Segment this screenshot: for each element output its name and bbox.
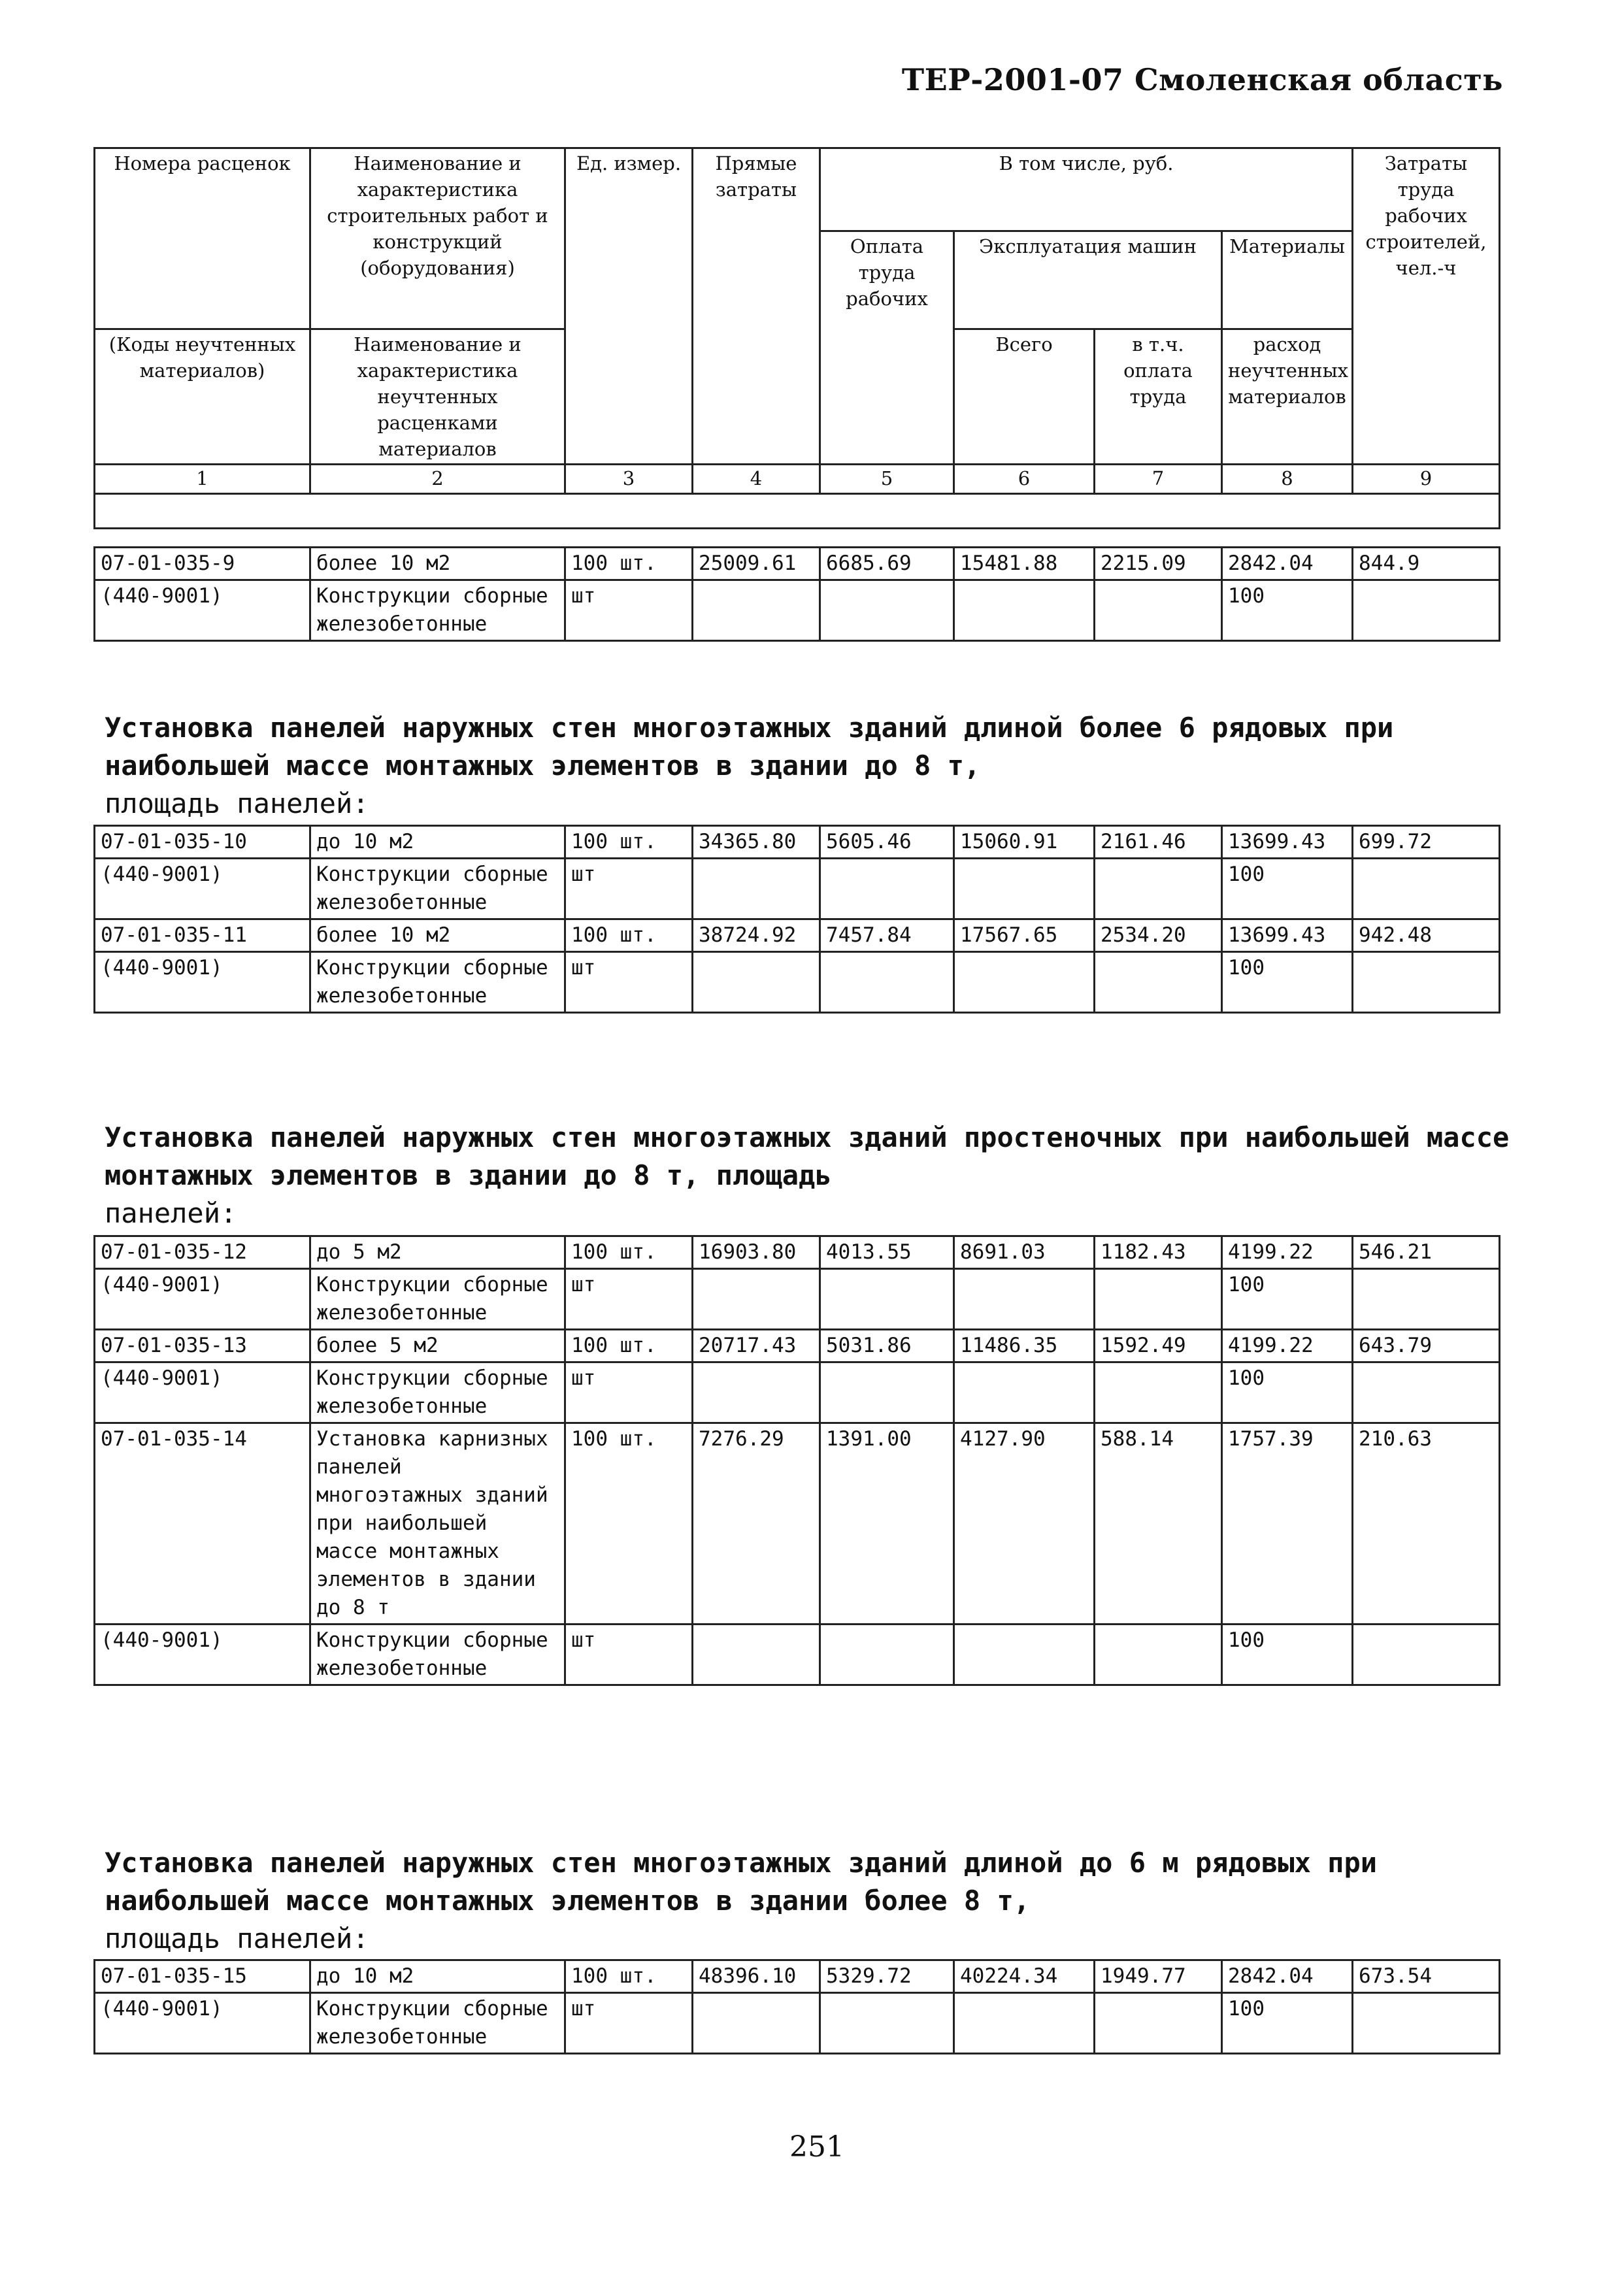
- column-number: 7: [1095, 465, 1222, 494]
- labor-cell: 643.79: [1353, 1330, 1500, 1362]
- table-row: [95, 919, 1500, 952]
- wage-cell: [820, 1625, 954, 1685]
- materials-cell: 100: [1222, 580, 1353, 641]
- unit-cell: 100 шт.: [565, 548, 693, 580]
- direct-costs-cell: [693, 580, 820, 641]
- column-number: 8: [1222, 465, 1353, 494]
- work-name-cell: Конструкции сборные железобетонные: [310, 1625, 565, 1685]
- header-unit: Ед. измер.: [565, 148, 693, 465]
- direct-costs-cell: [693, 1625, 820, 1685]
- machines-total-cell: 15481.88: [954, 548, 1095, 580]
- table-row: [95, 1236, 1500, 1269]
- rate-code-cell: 07-01-035-15: [95, 1960, 310, 1993]
- section-2-subheading: площадь панелей:: [105, 787, 369, 819]
- direct-costs-cell: [693, 1993, 820, 2054]
- header-including: В том числе, руб.: [820, 148, 1353, 231]
- header-machines-wage: в т.ч. оплата труда: [1095, 329, 1222, 465]
- wage-cell: 4013.55: [820, 1236, 954, 1269]
- rates-table-1: [93, 546, 1500, 642]
- unit-cell: шт: [565, 580, 693, 641]
- work-name-cell: Конструкции сборные железобетонные: [310, 580, 565, 641]
- materials-cell: 13699.43: [1222, 919, 1353, 952]
- rates-table-2: [93, 825, 1500, 1014]
- machines-wage-cell: 588.14: [1095, 1423, 1222, 1625]
- unit-cell: шт: [565, 1625, 693, 1685]
- machines-wage-cell: [1095, 859, 1222, 919]
- machines-wage-cell: [1095, 580, 1222, 641]
- table-row: [95, 1362, 1500, 1423]
- section-3-heading: Установка панелей наружных стен многоэтажных зданий простеночных при наибольшей массе монтажных элементов в здании до 8 т, площадь: [105, 1121, 1510, 1191]
- machines-total-cell: 17567.65: [954, 919, 1095, 952]
- wage-cell: [820, 1993, 954, 2054]
- unit-cell: 100 шт.: [565, 826, 693, 859]
- header-direct-costs: Прямые затраты: [693, 148, 820, 465]
- materials-cell: 100: [1222, 859, 1353, 919]
- materials-cell: 4199.22: [1222, 1236, 1353, 1269]
- labor-cell: 942.48: [1353, 919, 1500, 952]
- machines-total-cell: [954, 952, 1095, 1013]
- page-header-title: ТЕР-2001-07 Смоленская область: [901, 62, 1503, 97]
- header-labor-costs: Затраты труда рабочих строителей, чел.-ч: [1353, 148, 1500, 465]
- machines-total-cell: [954, 859, 1095, 919]
- unit-cell: шт: [565, 1993, 693, 2054]
- direct-costs-cell: 16903.80: [693, 1236, 820, 1269]
- table-row: [95, 548, 1500, 580]
- header-unaccounted-codes: (Коды неучтенных материалов): [95, 329, 310, 465]
- wage-cell: [820, 1269, 954, 1330]
- column-number: 9: [1353, 465, 1500, 494]
- wage-cell: 1391.00: [820, 1423, 954, 1625]
- machines-wage-cell: 1592.49: [1095, 1330, 1222, 1362]
- rate-code-cell: 07-01-035-10: [95, 826, 310, 859]
- unit-cell: 100 шт.: [565, 1423, 693, 1625]
- work-name-cell: Конструкции сборные железобетонные: [310, 1269, 565, 1330]
- table-row: [95, 952, 1500, 1013]
- machines-total-cell: 11486.35: [954, 1330, 1095, 1362]
- unit-cell: 100 шт.: [565, 1960, 693, 1993]
- wage-cell: 5605.46: [820, 826, 954, 859]
- rate-code-cell: 07-01-035-9: [95, 548, 310, 580]
- materials-cell: 100: [1222, 1269, 1353, 1330]
- work-name-cell: Конструкции сборные железобетонные: [310, 952, 565, 1013]
- unit-cell: 100 шт.: [565, 919, 693, 952]
- header-rate-numbers: Номера расценок: [95, 148, 310, 329]
- labor-cell: [1353, 1993, 1500, 2054]
- direct-costs-cell: 34365.80: [693, 826, 820, 859]
- machines-total-cell: 40224.34: [954, 1960, 1095, 1993]
- machines-wage-cell: 2161.46: [1095, 826, 1222, 859]
- header-unaccounted-materials: расход неучтенных материалов: [1222, 329, 1353, 465]
- direct-costs-cell: 48396.10: [693, 1960, 820, 1993]
- header-work-name: Наименование и характеристика строительных работ и конструкций (оборудования): [310, 148, 565, 329]
- work-name-cell: до 5 м2: [310, 1236, 565, 1269]
- header-machines: Эксплуатация машин: [954, 231, 1222, 329]
- unit-cell: шт: [565, 1269, 693, 1330]
- unit-cell: шт: [565, 859, 693, 919]
- column-number: 4: [693, 465, 820, 494]
- header-spacer-row: [95, 494, 1500, 529]
- table-row: [95, 1269, 1500, 1330]
- machines-total-cell: [954, 1362, 1095, 1423]
- labor-cell: [1353, 859, 1500, 919]
- header-machines-total: Всего: [954, 329, 1095, 465]
- machines-wage-cell: [1095, 1269, 1222, 1330]
- wage-cell: [820, 859, 954, 919]
- direct-costs-cell: [693, 1269, 820, 1330]
- table-row: [95, 1993, 1500, 2054]
- materials-cell: 4199.22: [1222, 1330, 1353, 1362]
- direct-costs-cell: 25009.61: [693, 548, 820, 580]
- column-number: 3: [565, 465, 693, 494]
- section-title-3: [105, 1119, 1510, 1232]
- table-row: [95, 1625, 1500, 1685]
- machines-wage-cell: [1095, 952, 1222, 1013]
- wage-cell: [820, 952, 954, 1013]
- machines-wage-cell: 1949.77: [1095, 1960, 1222, 1993]
- work-name-cell: более 10 м2: [310, 919, 565, 952]
- section-4-heading: Установка панелей наружных стен многоэтажных зданий длиной до 6 м рядовых при наибольшей массе монтажных элементов в здании более 8 т,: [105, 1847, 1378, 1917]
- labor-cell: 844.9: [1353, 548, 1500, 580]
- work-name-cell: до 10 м2: [310, 1960, 565, 1993]
- wage-cell: [820, 1362, 954, 1423]
- table-row: [95, 1330, 1500, 1362]
- rate-code-cell: (440-9001): [95, 952, 310, 1013]
- work-name-cell: Конструкции сборные железобетонные: [310, 1362, 565, 1423]
- rate-code-cell: 07-01-035-12: [95, 1236, 310, 1269]
- rate-code-cell: (440-9001): [95, 580, 310, 641]
- machines-total-cell: [954, 1625, 1095, 1685]
- direct-costs-cell: 38724.92: [693, 919, 820, 952]
- column-number: 2: [310, 465, 565, 494]
- column-number: 1: [95, 465, 310, 494]
- direct-costs-cell: 20717.43: [693, 1330, 820, 1362]
- labor-cell: [1353, 1625, 1500, 1685]
- page-number: 251: [789, 2130, 844, 2164]
- direct-costs-cell: 7276.29: [693, 1423, 820, 1625]
- machines-wage-cell: 2534.20: [1095, 919, 1222, 952]
- materials-cell: 100: [1222, 1993, 1353, 2054]
- work-name-cell: до 10 м2: [310, 826, 565, 859]
- direct-costs-cell: [693, 859, 820, 919]
- wage-cell: 7457.84: [820, 919, 954, 952]
- labor-cell: 210.63: [1353, 1423, 1500, 1625]
- rate-code-cell: (440-9001): [95, 1269, 310, 1330]
- labor-cell: [1353, 580, 1500, 641]
- unit-cell: шт: [565, 952, 693, 1013]
- rates-table-3: [93, 1235, 1500, 1686]
- wage-cell: 5031.86: [820, 1330, 954, 1362]
- rate-code-cell: 07-01-035-13: [95, 1330, 310, 1362]
- machines-wage-cell: [1095, 1362, 1222, 1423]
- machines-wage-cell: [1095, 1625, 1222, 1685]
- header-materials: Материалы: [1222, 231, 1353, 329]
- materials-cell: 1757.39: [1222, 1423, 1353, 1625]
- direct-costs-cell: [693, 952, 820, 1013]
- machines-total-cell: [954, 580, 1095, 641]
- column-number: 6: [954, 465, 1095, 494]
- table-row: [95, 859, 1500, 919]
- wage-cell: [820, 580, 954, 641]
- machines-wage-cell: 2215.09: [1095, 548, 1222, 580]
- wage-cell: 6685.69: [820, 548, 954, 580]
- machines-total-cell: [954, 1993, 1095, 2054]
- rate-code-cell: (440-9001): [95, 1362, 310, 1423]
- section-title-4: [105, 1844, 1510, 1958]
- table-row: [95, 1960, 1500, 1993]
- rate-code-cell: 07-01-035-14: [95, 1423, 310, 1625]
- materials-cell: 100: [1222, 1362, 1353, 1423]
- table-row: [95, 1423, 1500, 1625]
- rate-code-cell: (440-9001): [95, 859, 310, 919]
- column-header-table: [93, 147, 1500, 529]
- labor-cell: 673.54: [1353, 1960, 1500, 1993]
- machines-wage-cell: [1095, 1993, 1222, 2054]
- unit-cell: шт: [565, 1362, 693, 1423]
- unit-cell: 100 шт.: [565, 1330, 693, 1362]
- machines-wage-cell: 1182.43: [1095, 1236, 1222, 1269]
- work-name-cell: более 10 м2: [310, 548, 565, 580]
- materials-cell: 2842.04: [1222, 1960, 1353, 1993]
- machines-total-cell: 15060.91: [954, 826, 1095, 859]
- work-name-cell: Конструкции сборные железобетонные: [310, 859, 565, 919]
- labor-cell: 546.21: [1353, 1236, 1500, 1269]
- work-name-cell: Конструкции сборные железобетонные: [310, 1993, 565, 2054]
- machines-total-cell: [954, 1269, 1095, 1330]
- materials-cell: 100: [1222, 1625, 1353, 1685]
- labor-cell: [1353, 952, 1500, 1013]
- table-row: [95, 826, 1500, 859]
- section-4-subheading: площадь панелей:: [105, 1922, 369, 1955]
- work-name-cell: Установка карнизных панелей многоэтажных зданий при наибольшей массе монтажных элементов в здании до 8 т: [310, 1423, 565, 1625]
- labor-cell: 699.72: [1353, 826, 1500, 859]
- table-row: [95, 580, 1500, 641]
- column-number: 5: [820, 465, 954, 494]
- rates-table-4: [93, 1959, 1500, 2054]
- machines-total-cell: 4127.90: [954, 1423, 1095, 1625]
- machines-total-cell: 8691.03: [954, 1236, 1095, 1269]
- header-unaccounted-name: Наименование и характеристика неучтенных расценками материалов: [310, 329, 565, 465]
- header-wage: Оплата труда рабочих: [820, 231, 954, 465]
- section-2-heading: Установка панелей наружных стен многоэтажных зданий длиной более 6 рядовых при наибольшей массе монтажных элементов в здании до 8 т,: [105, 712, 1394, 782]
- unit-cell: 100 шт.: [565, 1236, 693, 1269]
- rate-code-cell: 07-01-035-11: [95, 919, 310, 952]
- wage-cell: 5329.72: [820, 1960, 954, 1993]
- materials-cell: 2842.04: [1222, 548, 1353, 580]
- labor-cell: [1353, 1362, 1500, 1423]
- rate-code-cell: (440-9001): [95, 1993, 310, 2054]
- direct-costs-cell: [693, 1362, 820, 1423]
- section-3-subheading: панелей:: [105, 1197, 237, 1229]
- materials-cell: 13699.43: [1222, 826, 1353, 859]
- work-name-cell: более 5 м2: [310, 1330, 565, 1362]
- rate-code-cell: (440-9001): [95, 1625, 310, 1685]
- section-title-2: [105, 709, 1510, 823]
- materials-cell: 100: [1222, 952, 1353, 1013]
- labor-cell: [1353, 1269, 1500, 1330]
